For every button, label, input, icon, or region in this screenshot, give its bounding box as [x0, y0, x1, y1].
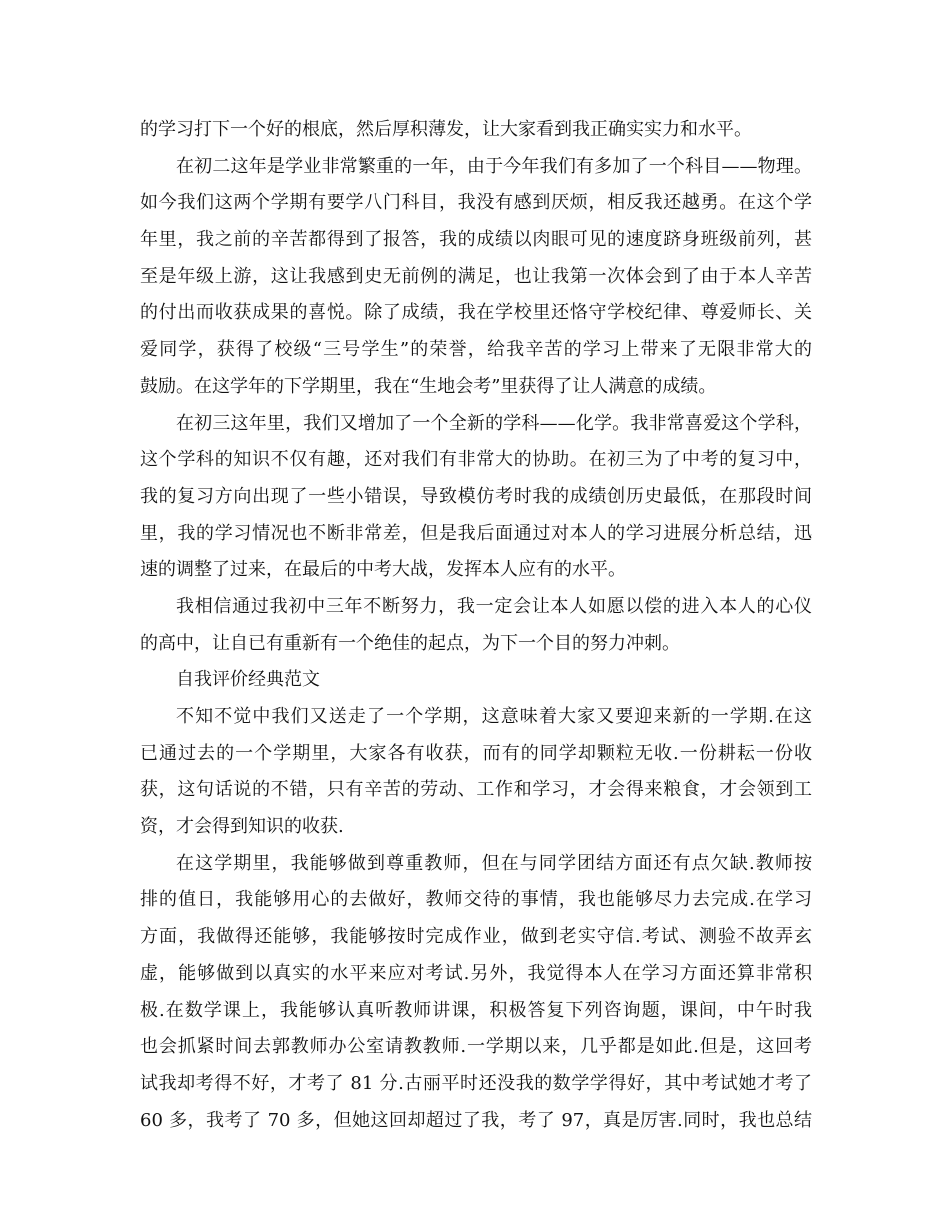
text-line: 排的值日，我能够用心的去做好，教师交待的事情，我也能够尽力去完成.在学习 [140, 889, 812, 911]
text-line: 里，我的学习情况也不断非常差，但是我后面通过对本人的学习进展分析总结，迅 [140, 522, 812, 544]
text-line: 我的复习方向出现了一些小错误，导致模仿考时我的成绩创历史最低，在那段时间 [140, 485, 812, 507]
text-line: 在这学期里，我能够做到尊重教师，但在与同学团结方面还有点欠缺.教师按 [176, 852, 812, 874]
text-line: 鼓励。在这学年的下学期里，我在“生地会考”里获得了让人满意的成绩。 [140, 375, 717, 397]
text-line: 资，才会得到知识的收获. [140, 816, 344, 838]
text-line: 试我却考得不好，才考了 81 分.古丽平时还没我的数学学得好，其中考试她才考了 [140, 1072, 812, 1094]
text-line: 方面，我做得还能够，我能够按时完成作业，做到老实守信.考试、测验不故弄玄 [140, 926, 812, 948]
text-line: 的学习打下一个好的根底，然后厚积薄发，让大家看到我正确实实力和水平。 [140, 119, 752, 140]
text-line: 爱同学，获得了校级“三号学生”的荣誉，给我辛苦的学习上带来了无限非常大的 [140, 339, 812, 361]
text-line: 在初三这年里，我们又增加了一个全新的学科——化学。我非常喜爱这个学科， [176, 412, 812, 434]
text-line: 自我评价经典范文 [176, 669, 320, 691]
text-line: 的付出而收获成果的喜悦。除了成绩，我在学校里还恪守学校纪律、尊爱师长、关 [140, 302, 812, 324]
text-line: 获，这句话说的不错，只有辛苦的劳动、工作和学习，才会得来粮食，才会领到工 [140, 779, 812, 801]
text-line: 60 多，我考了 70 多，但她这回却超过了我，考了 97，真是厉害.同时，我也总结 [140, 1109, 812, 1131]
text-line: 速的调整了过来，在最后的中考大战，发挥本人应有的水平。 [140, 559, 626, 581]
text-line: 的高中，让自已有重新有一个绝佳的起点，为下一个目的努力冲刺。 [140, 632, 680, 654]
text-line: 这个学科的知识不仅有趣，还对我们有非常大的协助。在初三为了中考的复习中， [140, 449, 812, 471]
text-line: 已通过去的一个学期里，大家各有收获，而有的同学却颗粒无收.一份耕耘一份收 [140, 742, 812, 764]
text-line: 也会抓紧时间去郭教师办公室请教教师.一学期以来，几乎都是如此.但是，这回考 [140, 1036, 812, 1058]
document-page [140, 112, 812, 1139]
text-line: 极.在数学课上，我能够认真听教师讲课，积极答复下列咨询题，课间，中午时我 [140, 999, 812, 1021]
text-line: 至是年级上游，这让我感到史无前例的满足，也让我第一次体会到了由于本人辛苦 [140, 265, 812, 287]
text-line: 不知不觉中我们又送走了一个学期，这意味着大家又要迎来新的一学期.在这 [176, 706, 812, 727]
text-line: 如今我们这两个学期有要学八门科目，我没有感到厌烦，相反我还越勇。在这个学 [140, 192, 812, 214]
text-line: 我相信通过我初中三年不断努力，我一定会让本人如愿以偿的进入本人的心仪 [176, 595, 812, 617]
text-line: 年里，我之前的辛苦都得到了报答，我的成绩以肉眼可见的速度跻身班级前列，甚 [140, 229, 812, 251]
text-line: 虚，能够做到以真实的水平来应对考试.另外，我觉得本人在学习方面还算非常积 [140, 962, 812, 984]
text-line: 在初二这年是学业非常繁重的一年，由于今年我们有多加了一个科目——物理。 [176, 155, 812, 177]
